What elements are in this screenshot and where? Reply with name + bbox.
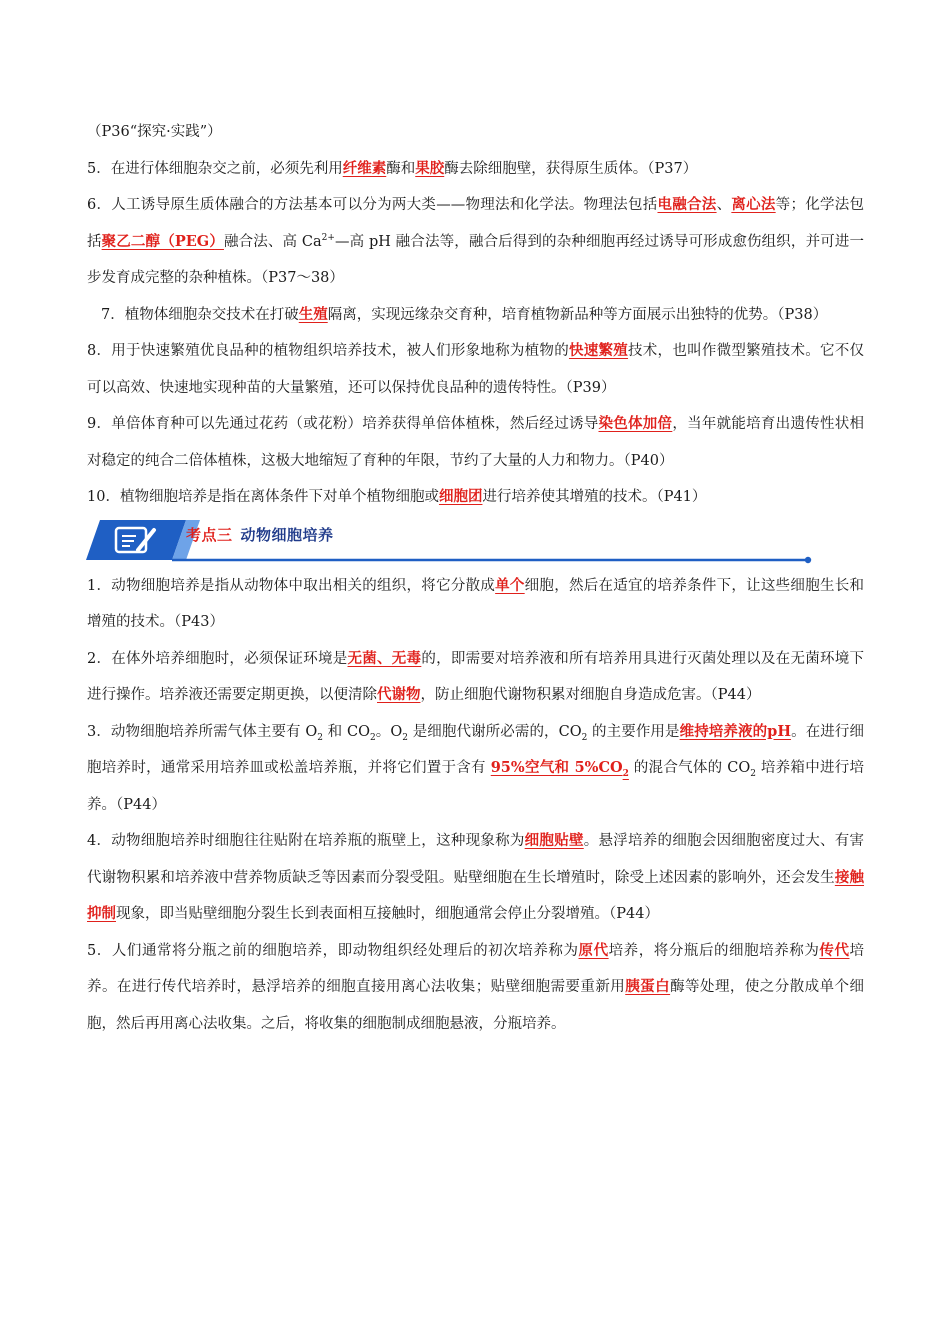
plant-cell-engineering-list bbox=[87, 114, 864, 516]
subscript: 2 bbox=[369, 732, 376, 743]
animal-cell-culture-list bbox=[87, 568, 864, 1043]
text-run: 10．植物细胞培养是指在离体条件下对单个植物细胞或 bbox=[87, 489, 439, 505]
text-run: 7．植物体细胞杂交技术在打破 bbox=[101, 306, 299, 323]
answer-highlight: 离心法 bbox=[731, 196, 776, 213]
text-run: 1．动物细胞培养是指从动物体中取出相关的组织，将它分散成 bbox=[87, 577, 496, 594]
text-run: 隔离，实现远缘杂交育种，培育植物新品种等方面展示出独特的优势。（P38） bbox=[327, 306, 828, 323]
text-run: 。O bbox=[375, 723, 403, 740]
text-run: 的主要作用是 bbox=[587, 723, 680, 740]
answer-highlight: 生殖 bbox=[298, 305, 328, 323]
list-item bbox=[87, 479, 864, 516]
list-item bbox=[87, 933, 864, 1043]
text-run: 5．在进行体细胞杂交之前，必须先利用 bbox=[87, 160, 343, 177]
list-item bbox=[87, 641, 864, 714]
answer-highlight: 单个 bbox=[495, 576, 525, 594]
text-run: 培养箱中进行培养。（P44） bbox=[87, 760, 865, 813]
answer-highlight: 维持培养液的pH bbox=[679, 722, 792, 740]
answer-highlight: 胰蛋白 bbox=[625, 978, 671, 995]
subscript: 2 bbox=[750, 768, 756, 779]
text-run: 酶去除细胞壁，获得原生质体。（P37） bbox=[444, 160, 698, 177]
subscript: 2 bbox=[581, 732, 588, 743]
text-run: —高 pH 融合法等，融合后得到的杂种细胞再经过诱导可形成愈伤组织，并可进一步发育成完整的杂种植株。（P37～38） bbox=[87, 233, 864, 286]
section-number: 考点三 bbox=[186, 525, 233, 544]
text-run: 现象，即当贴壁细胞分裂生长到表面相互接触时，细胞通常会停止分裂增殖。（P44） bbox=[116, 906, 659, 922]
text-run: 融合法、高 Ca bbox=[223, 233, 322, 250]
list-item bbox=[87, 187, 864, 297]
subscript: 2 bbox=[402, 732, 408, 743]
answer-highlight: 细胞贴壁 bbox=[524, 832, 584, 849]
text-run: 培养，将分瓶后的细胞培养称为 bbox=[608, 942, 820, 959]
text-run: 、 bbox=[716, 197, 732, 213]
answer-highlight: 纤维素 bbox=[342, 159, 387, 177]
list-item bbox=[87, 114, 864, 151]
text-run: 细胞，然后在适宜的培养条件下，让这些细胞生长和增殖的技术。（P43） bbox=[87, 577, 864, 630]
document-body bbox=[87, 114, 864, 1042]
text-run: 6．人工诱导原生质体融合的方法基本可以分为两大类——物理法和化学法。物理法包括 bbox=[87, 197, 658, 213]
text-run: 2．在体外培养细胞时，必须保证环境是 bbox=[87, 650, 348, 667]
text-run: 和 CO bbox=[322, 723, 370, 740]
answer-highlight: 细胞团 bbox=[438, 488, 483, 505]
text-run: 技术，也叫作微型繁殖技术。它不仅可以高效、快速地实现种苗的大量繁殖，还可以保持优良品种的遗传特性。（P39） bbox=[87, 343, 865, 396]
section-title: 动物细胞培养 bbox=[240, 525, 334, 544]
text-run: 4．动物细胞培养时细胞往往贴附在培养瓶的瓶壁上，这种现象称为 bbox=[87, 833, 525, 849]
list-item bbox=[87, 714, 864, 824]
text-run: ，当年就能培育出遗传性状相对稳定的纯合二倍体植株，这极大地缩短了育种的年限，节约了大量的人力和物力。（P40） bbox=[87, 416, 865, 469]
text-run: 。悬浮培养的细胞会因细胞密度过大、有害代谢物积累和培养液中营养物质缺乏等因素而分裂受阻。贴壁细胞在生长增殖时，除受上述因素的影响外，还会发生 bbox=[87, 833, 864, 886]
subscript: 2 bbox=[622, 768, 629, 779]
answer-highlight: 果胶 bbox=[415, 159, 445, 177]
answer-highlight: 接触抑制 bbox=[87, 868, 865, 922]
list-item bbox=[87, 823, 864, 933]
text-run: 的混合气体的 CO bbox=[628, 760, 751, 776]
answer-highlight: 电融合法 bbox=[657, 196, 717, 213]
text-run: 等；化学法包括 bbox=[87, 197, 865, 250]
answer-highlight: 95%空气和 5%CO bbox=[490, 759, 623, 776]
list-item bbox=[87, 406, 864, 479]
text-run: 9．单倍体育种可以先通过花药（或花粉）培养获得单倍体植株，然后经过诱导 bbox=[87, 416, 599, 432]
answer-highlight: 快速繁殖 bbox=[568, 342, 629, 359]
text-run: 3．动物细胞培养所需气体主要有 O bbox=[87, 723, 318, 740]
answer-highlight: 传代 bbox=[819, 941, 850, 959]
text-run: 的，即需要对培养液和所有培养用具进行灭菌处理以及在无菌环境下进行操作。培养液还需要定期更换，以便清除 bbox=[87, 650, 865, 703]
text-run: 酶和 bbox=[386, 160, 416, 177]
text-run: 8．用于快速繁殖优良品种的植物组织培养技术，被人们形象地称为植物的 bbox=[87, 343, 569, 359]
subscript: 2 bbox=[317, 732, 323, 743]
text-run: 酶等处理，使之分散成单个细胞，然后再用离心法收集。之后，将收集的细胞制成细胞悬液，分瓶培养。 bbox=[87, 979, 865, 1032]
text-run: ，防止细胞代谢物积累对细胞自身造成危害。（P44） bbox=[420, 687, 761, 703]
list-item bbox=[87, 297, 864, 334]
list-item bbox=[87, 568, 864, 641]
text-run: 是细胞代谢所必需的，CO bbox=[408, 723, 582, 740]
text-run: 培养。在进行传代培养时，悬浮培养的细胞直接用离心法收集；贴壁细胞需要重新用 bbox=[87, 942, 864, 995]
section-heading bbox=[186, 524, 334, 545]
answer-highlight: 代谢物 bbox=[377, 686, 421, 703]
text-run: 。在进行细胞培养时，通常采用培养皿或松盖培养瓶，并将它们置于含有 bbox=[87, 723, 864, 776]
answer-highlight: 无菌、无毒 bbox=[347, 649, 422, 667]
text-run: 进行培养使其增殖的技术。（P41） bbox=[482, 489, 707, 505]
answer-highlight: 原代 bbox=[578, 941, 609, 959]
list-item bbox=[87, 151, 864, 188]
text-run: 5．人们通常将分瓶之前的细胞培养，即动物组织经处理后的初次培养称为 bbox=[87, 942, 579, 959]
answer-highlight: 染色体加倍 bbox=[598, 415, 673, 432]
list-item bbox=[87, 333, 864, 406]
answer-highlight: 聚乙二醇（PEG） bbox=[101, 232, 224, 250]
section-banner bbox=[86, 516, 864, 568]
superscript: 2+ bbox=[321, 232, 335, 243]
text-run: （P36“探究·实践”） bbox=[87, 124, 222, 140]
